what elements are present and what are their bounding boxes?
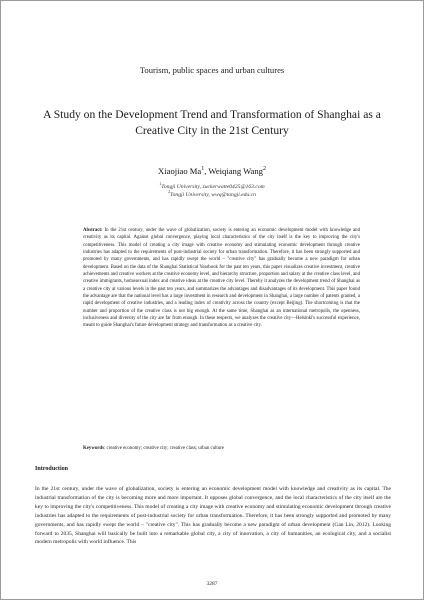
author-sup: 1 [201,166,205,173]
keywords-label: Keywords [83,446,104,451]
author-line [1,166,423,176]
affiliation-text: Tongji University, wwq@tongji.edu.cn [170,191,256,198]
body-paragraph: In the 21st century, under the wave of globalization, society is entering an economic development model with knowledge and creativity as its capital. The industrial transformation of the city is becoming more and more important. It opposes global convergence, and the local characteristics of the city itself are the key to improving the city's competitiveness. This model of creating a city image with creative economy and stimulating economic development through creative industries has adapted to the requirements of post-industrial society for urban transformation. Therefore, it has been strongly supported and promoted by many governments, and has rapidly swept the world – "creative city". This has gradually become a new paradigm of urban development (Gan Lin, 2012). Looking forward to 2035, Shanghai will basically be built into a remarkable global city, a city of innovation, a city of humanities, an ecological city, and a socialist modern metropolis with world influence. This [35,486,391,546]
affiliation-sup: 2 [168,190,171,194]
section-heading: Introduction [35,466,69,472]
keywords [83,446,360,451]
affiliation-2 [1,190,423,198]
introduction-body [35,485,391,547]
abstract-text: In the 21st century, under the wave of globalization, society is entering an economic development model with knowledge and creativity as its capital. Against global convergence, playing local characteristics of the city itself is the key to improving the city's competitiveness. This model of creating a city image with creative economy and stimulating economic development through creative industries has adapted to the requirements of post-industrial society for urban transformation. Therefore, it has been strongly supported and promoted by many governments, and has rapidly swept the world – "creative city" has gradually become a new paradigm for urban development. Based on the data of the Shanghai Statistical Yearbook for the past ten years, this paper visualizes creative investment, creative achievements and creative workers at the creative economy level, and hierarchy structure, proportion and salary at the creative class level, and creative immigrants, homosexual index and creative ideas at the creative city level. Thereby it analyzes the development trend of Shanghai as a creative city at various levels in the past ten years, and summarizes the advantages and disadvantages of its development. This paper found the advantage are that the national level has a large investment in research and development in Shanghai, a large number of patents granted, a rapid development of creative industries, and a leading index of creativity across the country (except Beijing). The shortcoming is that the number and proportion of the creative class is not big enough. At the same time, Shanghai as an international metropolis, the openness, inclusiveness and diversity of the city are far from enough. In these respects, we analyzes the creative city—Helsinki's successful experience, meant to guide Shanghai's future development strategy and transformation as a creative city. [83,228,360,329]
abstract [83,227,360,330]
affiliation-sup: 1 [159,182,162,186]
keywords-text: : creative economy; creative city; creative class; urban culture [104,446,224,451]
paper-title: A Study on the Development Trend and Transformation of Shanghai as a Creative City in the 21st Century [43,108,381,137]
affiliation-text: Tongji University, zuckerwatte0425@163.com [161,183,265,190]
author-separator: , [204,166,209,176]
abstract-label: Abstract: [83,228,103,233]
running-title: Tourism, public spaces and urban cultures [139,65,285,75]
affiliation-1 [1,182,423,190]
author-name: Weiqiang Wang [208,166,263,176]
page-number: 3287 [206,581,218,587]
author-sup: 2 [262,166,266,173]
author-name: Xiaojiao Ma [158,166,202,176]
